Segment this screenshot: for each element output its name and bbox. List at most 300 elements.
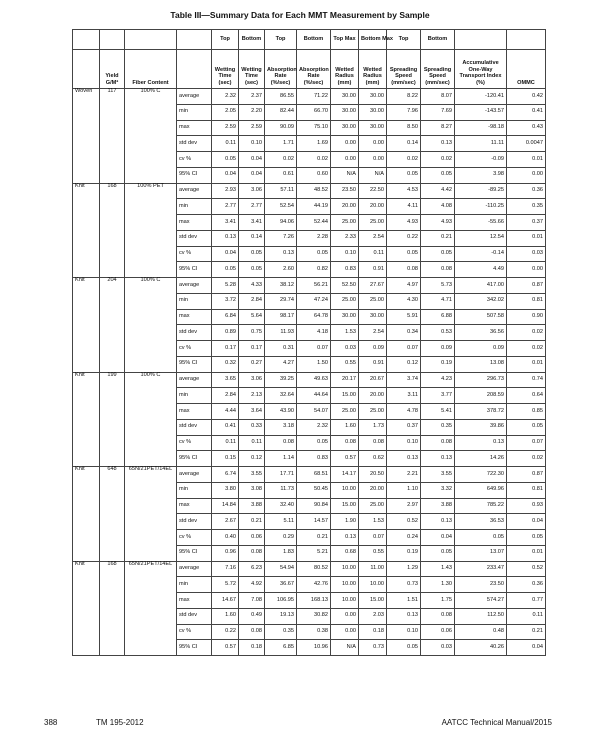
value-cell: 11.11 (455, 136, 507, 152)
header-bottom-wetting-time: Wetting Time (sec) (239, 50, 265, 89)
statistic-label: 95% CI (177, 262, 212, 278)
value-cell: 4.27 (265, 356, 297, 372)
value-cell: 417.00 (455, 278, 507, 294)
statistic-label: 95% CI (177, 640, 212, 656)
value-cell: 7.96 (387, 104, 421, 120)
value-cell: 0.13 (387, 608, 421, 624)
value-cell: 0.81 (507, 293, 546, 309)
value-cell: 0.01 (507, 356, 546, 372)
value-cell: 11.73 (265, 482, 297, 498)
value-cell: 0.19 (421, 356, 455, 372)
value-cell: 0.90 (507, 309, 546, 325)
value-cell: 30.00 (331, 120, 359, 136)
value-cell: 29.74 (265, 293, 297, 309)
value-cell: 0.52 (387, 514, 421, 530)
fiber-content-cell: 100% PET (125, 183, 177, 278)
value-cell: 0.11 (359, 246, 387, 262)
value-cell: 1.75 (421, 593, 455, 609)
value-cell: 0.00 (331, 624, 359, 640)
value-cell: 0.13 (421, 451, 455, 467)
value-cell: 0.08 (359, 435, 387, 451)
value-cell: 7.69 (421, 104, 455, 120)
value-cell: 2.54 (359, 325, 387, 341)
value-cell: 13.08 (455, 356, 507, 372)
value-cell: 0.81 (507, 482, 546, 498)
value-cell: 0.00 (507, 167, 546, 183)
value-cell: 4.18 (297, 325, 331, 341)
value-cell: 3.11 (387, 388, 421, 404)
value-cell: 7.08 (239, 593, 265, 609)
value-cell: 112.50 (455, 608, 507, 624)
value-cell: 0.34 (387, 325, 421, 341)
value-cell: -110.25 (455, 199, 507, 215)
value-cell: 3.32 (421, 482, 455, 498)
value-cell: 2.77 (239, 199, 265, 215)
header-blank (177, 30, 212, 50)
value-cell: 5.64 (239, 309, 265, 325)
value-cell: 0.05 (387, 640, 421, 656)
value-cell: 0.36 (507, 577, 546, 593)
value-cell: 4.97 (387, 278, 421, 294)
value-cell: 0.83 (331, 262, 359, 278)
value-cell: 30.00 (359, 120, 387, 136)
value-cell: 4.11 (387, 199, 421, 215)
value-cell: 233.47 (455, 561, 507, 577)
value-cell: 0.04 (212, 246, 239, 262)
statistic-label: std dev (177, 419, 212, 435)
value-cell: 296.73 (455, 372, 507, 388)
value-cell: 50.45 (297, 482, 331, 498)
yield-cell: 168 (100, 183, 125, 278)
value-cell: -0.14 (455, 246, 507, 262)
value-cell: 4.42 (421, 183, 455, 199)
statistic-label: average (177, 372, 212, 388)
value-cell: 11.00 (359, 561, 387, 577)
value-cell: 1.51 (387, 593, 421, 609)
value-cell: 0.01 (507, 230, 546, 246)
value-cell: 785.22 (455, 498, 507, 514)
value-cell: 1.60 (212, 608, 239, 624)
page-footer (0, 718, 600, 730)
value-cell: 0.04 (239, 167, 265, 183)
value-cell: 2.93 (212, 183, 239, 199)
value-cell: 0.05 (239, 246, 265, 262)
statistic-label: cv % (177, 152, 212, 168)
value-cell: 14.84 (212, 498, 239, 514)
yield-cell: 204 (100, 278, 125, 373)
fabric-type-cell: Knit (73, 278, 100, 373)
value-cell: 0.12 (239, 451, 265, 467)
header-top-spreading-speed: Spreading Speed (mm/sec) (387, 50, 421, 89)
value-cell: 2.54 (359, 230, 387, 246)
value-cell: 15.00 (331, 498, 359, 514)
value-cell: 25.00 (359, 293, 387, 309)
value-cell: 0.04 (507, 514, 546, 530)
value-cell: 8.50 (387, 120, 421, 136)
value-cell: 0.02 (507, 325, 546, 341)
value-cell: 3.06 (239, 183, 265, 199)
value-cell: 0.04 (212, 167, 239, 183)
value-cell: 0.73 (387, 577, 421, 593)
value-cell: 0.05 (421, 246, 455, 262)
header-bottom-spreading: Bottom (421, 30, 455, 50)
header-bottom-wetted-radius: Wetted Radius (mm) (359, 50, 387, 89)
value-cell: 20.00 (359, 482, 387, 498)
summary-data-table (72, 29, 546, 656)
value-cell: 0.07 (359, 530, 387, 546)
value-cell: 0.08 (421, 435, 455, 451)
value-cell: 2.77 (212, 199, 239, 215)
statistic-label: min (177, 293, 212, 309)
value-cell: 0.14 (387, 136, 421, 152)
value-cell: 0.22 (387, 230, 421, 246)
value-cell: 1.30 (421, 577, 455, 593)
value-cell: 3.98 (455, 167, 507, 183)
value-cell: 0.08 (331, 435, 359, 451)
value-cell: 3.06 (239, 372, 265, 388)
value-cell: 71.22 (297, 89, 331, 105)
header-blank (125, 30, 177, 50)
fabric-type-cell: Knit (73, 372, 100, 467)
statistic-label: average (177, 278, 212, 294)
value-cell: 10.00 (359, 577, 387, 593)
value-cell: 1.14 (265, 451, 297, 467)
value-cell: 3.65 (212, 372, 239, 388)
value-cell: 0.05 (507, 419, 546, 435)
value-cell: 11.93 (265, 325, 297, 341)
value-cell: 0.41 (507, 104, 546, 120)
statistic-label: max (177, 498, 212, 514)
value-cell: 20.17 (331, 372, 359, 388)
value-cell: 378.72 (455, 404, 507, 420)
value-cell: 0.05 (297, 246, 331, 262)
statistic-label: cv % (177, 341, 212, 357)
value-cell: 0.38 (297, 624, 331, 640)
value-cell: 27.67 (359, 278, 387, 294)
value-cell: 5.21 (297, 545, 331, 561)
value-cell: 4.53 (387, 183, 421, 199)
value-cell: 0.91 (359, 356, 387, 372)
value-cell: 17.71 (265, 467, 297, 483)
value-cell: 10.00 (331, 561, 359, 577)
value-cell: 30.00 (359, 89, 387, 105)
value-cell: 0.11 (212, 136, 239, 152)
statistic-label: min (177, 388, 212, 404)
value-cell: 4.71 (421, 293, 455, 309)
value-cell: 3.41 (212, 215, 239, 231)
value-cell: 4.08 (421, 199, 455, 215)
fabric-type-cell: Knit (73, 467, 100, 562)
value-cell: -98.18 (455, 120, 507, 136)
value-cell: 2.37 (239, 89, 265, 105)
value-cell: 22.50 (359, 183, 387, 199)
value-cell: 0.00 (507, 262, 546, 278)
value-cell: 0.74 (507, 372, 546, 388)
value-cell: 2.21 (387, 467, 421, 483)
value-cell: 25.00 (331, 215, 359, 231)
value-cell: 56.21 (297, 278, 331, 294)
value-cell: 0.10 (387, 624, 421, 640)
yield-cell: 199 (100, 372, 125, 467)
fiber-content-cell: 100% C (125, 278, 177, 373)
value-cell: 0.13 (455, 435, 507, 451)
value-cell: 20.50 (359, 467, 387, 483)
value-cell: 2.28 (297, 230, 331, 246)
header-top-wetting-time: Wetting Time (sec) (212, 50, 239, 89)
value-cell: 1.60 (331, 419, 359, 435)
value-cell: 0.02 (421, 152, 455, 168)
value-cell: 0.08 (421, 262, 455, 278)
value-cell: 48.52 (297, 183, 331, 199)
value-cell: 39.86 (455, 419, 507, 435)
fabric-type-cell: Woven (73, 89, 100, 184)
value-cell: 0.57 (212, 640, 239, 656)
value-cell: 23.50 (331, 183, 359, 199)
value-cell: 0.18 (359, 624, 387, 640)
header-ommc: OMMC (507, 50, 546, 89)
value-cell: 54.94 (265, 561, 297, 577)
statistic-label: max (177, 215, 212, 231)
value-cell: 0.01 (507, 545, 546, 561)
value-cell: 30.00 (359, 309, 387, 325)
value-cell: 0.96 (212, 545, 239, 561)
value-cell: 4.78 (387, 404, 421, 420)
table-row (73, 372, 546, 388)
value-cell: 4.93 (387, 215, 421, 231)
table-row (73, 561, 546, 577)
statistic-label: average (177, 89, 212, 105)
value-cell: -89.25 (455, 183, 507, 199)
value-cell: 0.31 (265, 341, 297, 357)
statistic-label: cv % (177, 624, 212, 640)
value-cell: 68.51 (297, 467, 331, 483)
value-cell: 0.09 (421, 341, 455, 357)
value-cell: 44.19 (297, 199, 331, 215)
value-cell: 0.00 (359, 136, 387, 152)
value-cell: 1.43 (421, 561, 455, 577)
value-cell: 342.02 (455, 293, 507, 309)
value-cell: 0.07 (387, 341, 421, 357)
value-cell: 3.80 (212, 482, 239, 498)
value-cell: 20.00 (359, 199, 387, 215)
value-cell: 0.08 (387, 262, 421, 278)
header-bottom-absorption: Bottom (297, 30, 331, 50)
value-cell: 0.36 (507, 183, 546, 199)
value-cell: 6.74 (212, 467, 239, 483)
value-cell: 722.30 (455, 467, 507, 483)
value-cell: 0.52 (507, 561, 546, 577)
statistic-label: min (177, 482, 212, 498)
value-cell: 40.26 (455, 640, 507, 656)
statistic-label: 95% CI (177, 545, 212, 561)
header-top-max-radius: Top Max (331, 30, 359, 50)
value-cell: 5.91 (387, 309, 421, 325)
value-cell: 90.84 (297, 498, 331, 514)
header-yield: Yield G/M² (100, 50, 125, 89)
value-cell: 2.13 (239, 388, 265, 404)
value-cell: 0.15 (212, 451, 239, 467)
value-cell: 2.59 (239, 120, 265, 136)
value-cell: 5.72 (212, 577, 239, 593)
value-cell: 5.73 (421, 278, 455, 294)
value-cell: 2.60 (265, 262, 297, 278)
value-cell: 2.97 (387, 498, 421, 514)
value-cell: 0.08 (239, 545, 265, 561)
header-bottom-spreading-speed: Spreading Speed (mm/sec) (421, 50, 455, 89)
value-cell: 0.05 (421, 167, 455, 183)
value-cell: 0.05 (387, 246, 421, 262)
value-cell: 30.00 (359, 104, 387, 120)
value-cell: 30.00 (331, 309, 359, 325)
value-cell: 0.13 (265, 246, 297, 262)
value-cell: 0.75 (239, 325, 265, 341)
value-cell: 0.61 (265, 167, 297, 183)
header-blank (455, 30, 507, 50)
value-cell: 0.85 (507, 404, 546, 420)
value-cell: 4.30 (387, 293, 421, 309)
value-cell: 106.95 (265, 593, 297, 609)
value-cell: 0.19 (387, 545, 421, 561)
summary-table-wrapper (72, 29, 546, 656)
value-cell: 3.08 (239, 482, 265, 498)
value-cell: 0.05 (239, 262, 265, 278)
value-cell: 0.21 (421, 230, 455, 246)
header-fiber-content: Fiber Content (125, 50, 177, 89)
value-cell: 0.11 (239, 435, 265, 451)
value-cell: 168.13 (297, 593, 331, 609)
value-cell: 1.10 (387, 482, 421, 498)
header-top-wetting: Top (212, 30, 239, 50)
value-cell: 23.50 (455, 577, 507, 593)
value-cell: 25.00 (331, 404, 359, 420)
value-cell: 0.11 (507, 608, 546, 624)
value-cell: N/A (331, 640, 359, 656)
value-cell: 0.09 (455, 341, 507, 357)
value-cell: 0.55 (359, 545, 387, 561)
value-cell: 0.14 (239, 230, 265, 246)
value-cell: 0.35 (507, 199, 546, 215)
header-blank (507, 30, 546, 50)
value-cell: 25.00 (359, 404, 387, 420)
value-cell: 47.24 (297, 293, 331, 309)
value-cell: 14.26 (455, 451, 507, 467)
value-cell: 0.43 (507, 120, 546, 136)
value-cell: 0.13 (421, 514, 455, 530)
statistic-label: 95% CI (177, 356, 212, 372)
value-cell: 1.29 (387, 561, 421, 577)
fabric-type-cell: Knit (73, 183, 100, 278)
fabric-type-cell: Knit (73, 561, 100, 656)
value-cell: 0.17 (239, 341, 265, 357)
value-cell: 1.53 (359, 514, 387, 530)
value-cell: 3.72 (212, 293, 239, 309)
value-cell: 0.10 (239, 136, 265, 152)
value-cell: 52.54 (265, 199, 297, 215)
statistic-label: max (177, 309, 212, 325)
value-cell: 36.67 (265, 577, 297, 593)
yield-cell: 168 (100, 561, 125, 656)
value-cell: 4.33 (239, 278, 265, 294)
statistic-label: cv % (177, 246, 212, 262)
value-cell: 0.13 (387, 451, 421, 467)
table-header (73, 30, 546, 89)
header-top-absorption: Top (265, 30, 297, 50)
value-cell: 0.22 (212, 624, 239, 640)
value-cell: 66.70 (297, 104, 331, 120)
value-cell: 0.05 (421, 545, 455, 561)
statistic-label: max (177, 593, 212, 609)
value-cell: 0.24 (387, 530, 421, 546)
value-cell: 0.08 (421, 608, 455, 624)
value-cell: 14.67 (212, 593, 239, 609)
value-cell: 25.00 (359, 215, 387, 231)
value-cell: 2.67 (212, 514, 239, 530)
value-cell: 19.13 (265, 608, 297, 624)
value-cell: 0.13 (421, 136, 455, 152)
value-cell: 8.27 (421, 120, 455, 136)
value-cell: 14.17 (331, 467, 359, 483)
value-cell: 10.00 (331, 593, 359, 609)
value-cell: 0.29 (265, 530, 297, 546)
value-cell: 0.21 (239, 514, 265, 530)
header-row-measure (73, 50, 546, 89)
value-cell: 0.06 (239, 530, 265, 546)
header-blank (73, 30, 100, 50)
statistic-label: cv % (177, 530, 212, 546)
value-cell: 7.26 (265, 230, 297, 246)
value-cell: 0.10 (387, 435, 421, 451)
value-cell: 0.05 (455, 530, 507, 546)
value-cell: 0.09 (359, 341, 387, 357)
statistic-label: std dev (177, 230, 212, 246)
value-cell: 3.77 (421, 388, 455, 404)
publication-name: AATCC Technical Manual/2015 (441, 718, 552, 727)
value-cell: 57.11 (265, 183, 297, 199)
value-cell: 0.05 (212, 262, 239, 278)
value-cell: 30.82 (297, 608, 331, 624)
table-body (73, 89, 546, 656)
value-cell: 15.00 (359, 593, 387, 609)
value-cell: 36.56 (455, 325, 507, 341)
value-cell: 8.07 (421, 89, 455, 105)
value-cell: 20.00 (331, 199, 359, 215)
value-cell: 10.00 (331, 482, 359, 498)
value-cell: 0.55 (331, 356, 359, 372)
value-cell: -143.57 (455, 104, 507, 120)
value-cell: 5.28 (212, 278, 239, 294)
value-cell: 36.53 (455, 514, 507, 530)
header-bottom-wetting: Bottom (239, 30, 265, 50)
value-cell: 0.18 (239, 640, 265, 656)
statistic-label: std dev (177, 325, 212, 341)
value-cell: 90.09 (265, 120, 297, 136)
header-top-wetted-radius: Wetted Radius (mm) (331, 50, 359, 89)
value-cell: 0.03 (421, 640, 455, 656)
value-cell: 2.59 (212, 120, 239, 136)
value-cell: 0.05 (387, 167, 421, 183)
header-bottom-max-radius: Bottom Max (359, 30, 387, 50)
value-cell: 0.00 (331, 152, 359, 168)
statistic-label: min (177, 577, 212, 593)
value-cell: 14.57 (297, 514, 331, 530)
header-blank (100, 30, 125, 50)
value-cell: 208.59 (455, 388, 507, 404)
value-cell: 0.02 (265, 152, 297, 168)
value-cell: 0.11 (212, 435, 239, 451)
statistic-label: min (177, 199, 212, 215)
table-row (73, 183, 546, 199)
value-cell: 15.00 (331, 388, 359, 404)
